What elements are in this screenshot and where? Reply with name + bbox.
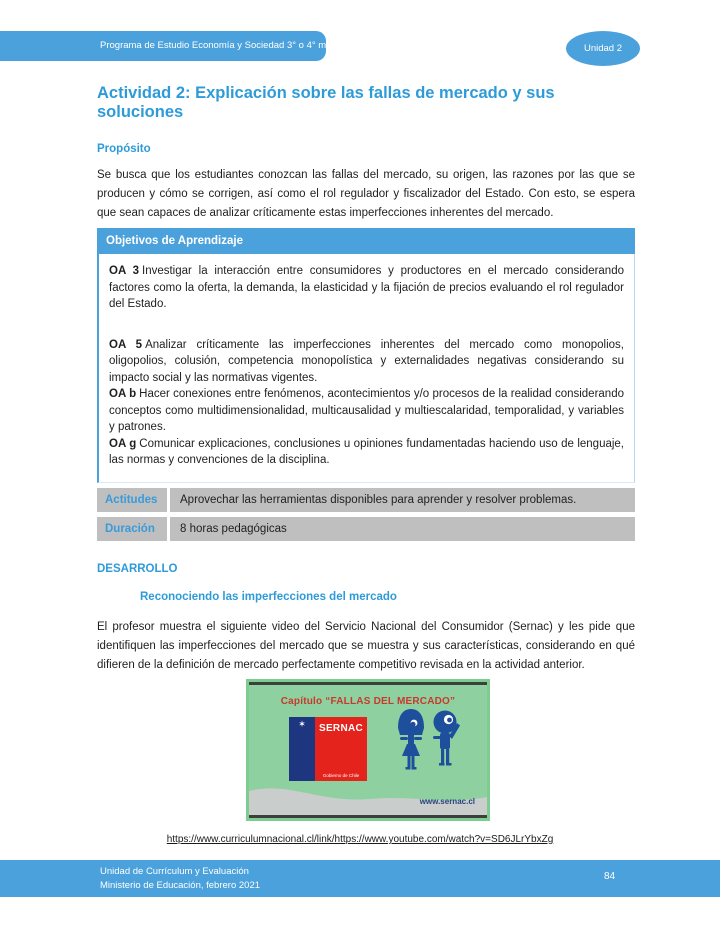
footer-line2: Ministerio de Educación, febrero 2021 (100, 879, 261, 891)
video-link[interactable]: https://www.curriculumnacional.cl/link/https://www.youtube.com/watch?v=SD6JLrYbxZg (166, 834, 554, 845)
duracion-label: Duración (97, 517, 167, 541)
cartoon-characters-illustration (395, 708, 461, 788)
program-header-bar (0, 31, 345, 61)
video-thumbnail (246, 679, 490, 821)
sernac-logo-word: SERNAC (318, 723, 364, 734)
oa-text: Hacer conexiones entre fenómenos, acontecimientos y/o procesos de la realidad considerando conceptos como multidimensionalidad, multicausalidad y multiescalaridad, temporalidad, y variables y patrones. (109, 388, 624, 433)
desarrollo-paragraph: El profesor muestra el siguiente video del Servicio Nacional del Consumidor (Sernac) y les pide que identifiquen las imperfecciones del mercado que se muestra y sus características, considerando en qué difieren de la definición de mercado perfectamente competitivo revisada en la actividad anterior. (97, 621, 635, 671)
page-number: 84 (604, 871, 616, 882)
video-link-row (0, 829, 720, 847)
proposito-paragraph: Se busca que los estudiantes conozcan las fallas del mercado, su origen, las razones por las que se producen y cómo se corrigen, así como el rol regulador y fiscalizador del Estado. Con esto, se espera que sean capaces de analizar críticamente estas imperfecciones inherentes del mercado. (97, 169, 635, 219)
oa-code: OA g (109, 437, 137, 450)
desarrollo-subheading: Reconociendo las imperfecciones del mercado (140, 591, 397, 603)
video-letterbox-bottom (249, 815, 487, 818)
unit-badge (566, 31, 640, 66)
actitudes-value: Aprovechar las herramientas disponibles para aprender y resolver problemas. (170, 488, 635, 512)
objetivos-table (97, 228, 635, 541)
sernac-website-label: www.sernac.cl (419, 797, 475, 806)
footer-credits (100, 865, 260, 892)
actitudes-row (97, 488, 635, 512)
oa-code: OA 3 (109, 265, 139, 277)
proposito-heading: Propósito (97, 143, 151, 155)
oa-item-g (109, 436, 624, 469)
desarrollo-heading: DESARROLLO (97, 563, 178, 575)
duracion-row (97, 517, 635, 541)
program-header-label: Programa de Estudio Economía y Sociedad 3° o 4° medio (100, 40, 345, 51)
sernac-logo-subtext: Gobierno de Chile (322, 773, 360, 778)
unit-badge-label: Unidad 2 (583, 43, 623, 54)
sernac-logo (289, 717, 367, 781)
chile-coat-of-arms-icon: ✶ (298, 719, 306, 729)
oa-text: Investigar la interacción entre consumidores y productores en el mercado considerando factores como la oferta, la demanda, la elasticidad y la fijación de precios evaluando el rol regulador del Estado. (109, 265, 624, 310)
actitudes-label: Actitudes (97, 488, 167, 512)
sernac-logo-text-panel (315, 717, 367, 781)
oa-code: OA 5 (109, 338, 143, 351)
oa-text: Comunicar explicaciones, conclusiones u opiniones fundamentadas haciendo uso de lenguaje, las normas y convenciones de la disciplina. (109, 437, 625, 466)
page-footer (0, 860, 720, 897)
oa-code: OA b (109, 388, 137, 400)
video-letterbox-top (249, 682, 487, 685)
oa-text: Analizar críticamente las imperfecciones inherentes del mercado como monopolios, oligopolios, colusión, competencia monopolística y externalidades negativas considerando su impacto social y las normativas vigentes. (109, 338, 625, 384)
page-title: Actividad 2: Explicación sobre las fallas de mercado y sus soluciones (97, 84, 555, 121)
oa-item-3 (109, 263, 624, 313)
footer-line1: Unidad de Currículum y Evaluación (100, 866, 249, 877)
oa-item-5 (109, 337, 624, 387)
video-caption: Capítulo “FALLAS DEL MERCADO” (280, 696, 456, 707)
sernac-logo-emblem-panel (289, 717, 315, 781)
oa-item-b (109, 386, 624, 436)
duracion-value: 8 horas pedagógicas (170, 517, 635, 541)
objetivos-table-body (97, 254, 635, 483)
objetivos-table-header: Objetivos de Aprendizaje (97, 228, 635, 254)
